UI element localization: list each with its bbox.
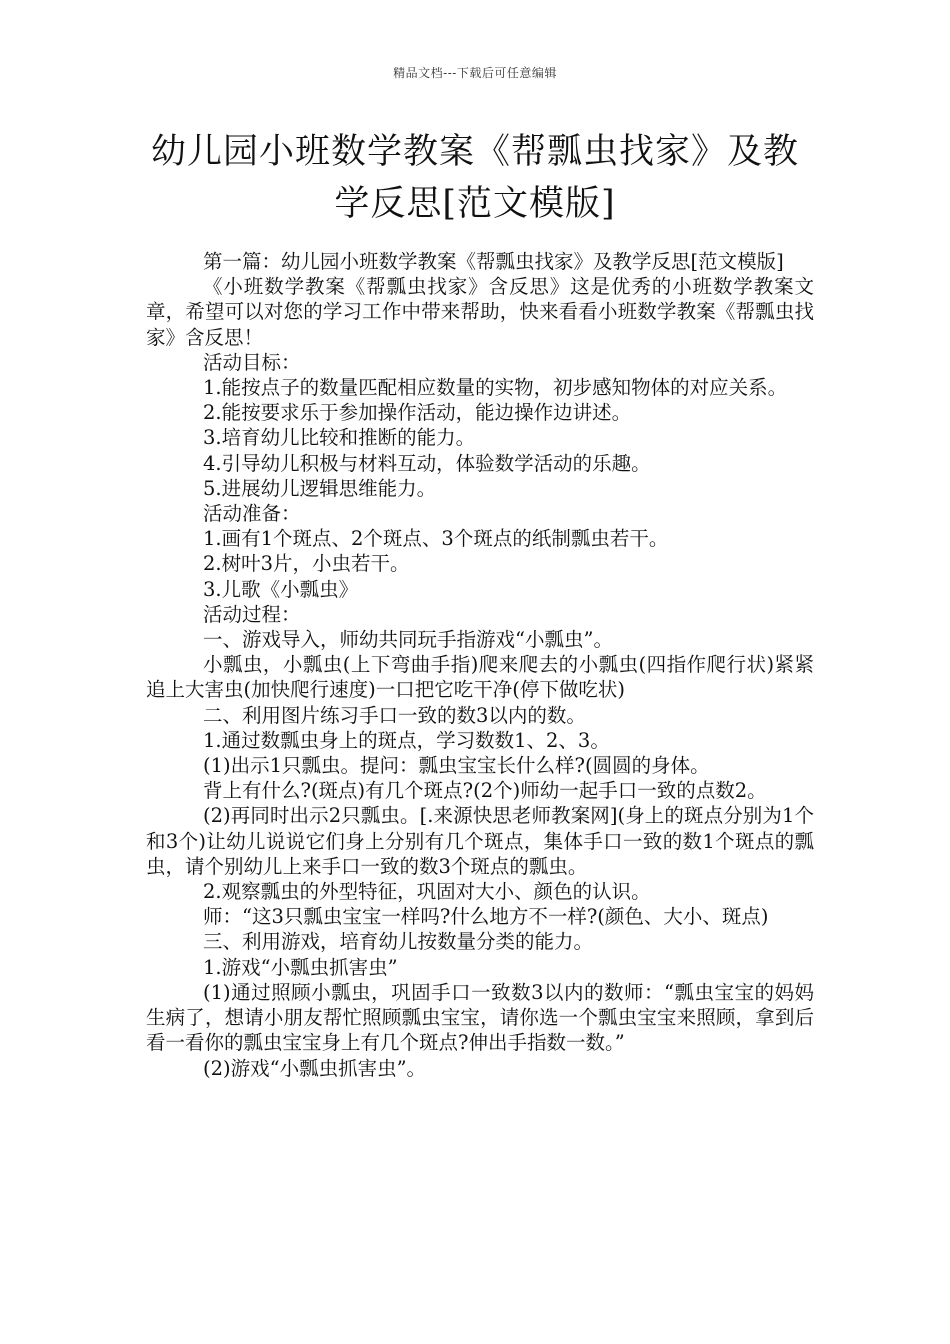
list-item: 3.儿歌《小瓢虫》 (203, 577, 359, 601)
paragraph: 师：“这3只瓢虫宝宝一样吗?什么地方不一样?(颜色、大小、斑点) (203, 905, 769, 929)
list-item: 4.引导幼儿积极与材料互动，体验数学活动的乐趣。 (203, 451, 651, 475)
list-item: 2.能按要求乐于参加操作活动，能边操作边讲述。 (203, 401, 632, 425)
document-title: 幼儿园小班数学教案《帮瓢虫找家》及教学反思[范文模版] (150, 132, 799, 224)
paragraph: 《小班数学教案《帮瓢虫找家》含反思》这是优秀的小班数学教案文章，希望可以对您的学习工作中带来帮助，快来看看小班数学教案《帮瓢虫找家》含反思！ (146, 275, 814, 349)
paragraph: 二、利用图片练习手口一致的数3以内的数。 (203, 703, 586, 727)
list-item: 3.培育幼儿比较和推断的能力。 (203, 426, 476, 450)
paragraph: (2)游戏“小瓢虫抓害虫”。 (203, 1056, 427, 1080)
paragraph: (1)出示1只瓢虫。提问：瓢虫宝宝长什么样?(圆圆的身体。 (203, 754, 710, 778)
paragraph: 1.通过数瓢虫身上的斑点，学习数数1、2、3。 (203, 728, 610, 752)
paragraph: 三、利用游戏，培育幼儿按数量分类的能力。 (203, 930, 594, 954)
document-body (146, 249, 814, 1081)
page-header: 精品文档---下载后可任意编辑 (393, 66, 557, 80)
section-heading: 活动准备： (203, 502, 301, 526)
list-item: 2.树叶3片，小虫若干。 (203, 552, 410, 576)
list-item: 5.进展幼儿逻辑思维能力。 (203, 476, 437, 500)
section-heading: 活动过程： (203, 602, 301, 626)
paragraph: (1)通过照顾小瓢虫，巩固手口一致数3以内的数师：“瓢虫宝宝的妈妈生病了，想请小朋友帮忙照顾瓢虫宝宝，请你选一个瓢虫宝宝来照顾，拿到后看一看你的瓢虫宝宝身上有几个斑点?伸出手指数一数。” (146, 980, 814, 1055)
paragraph: 背上有什么?(斑点)有几个斑点?(2个)师幼一起手口一致的点数2。 (203, 779, 767, 803)
list-item: 1.能按点子的数量匹配相应数量的实物，初步感知物体的对应关系。 (203, 376, 788, 400)
paragraph: 一、游戏导入，师幼共同玩手指游戏“小瓢虫”。 (203, 628, 613, 652)
section-heading: 活动目标： (203, 350, 301, 374)
paragraph: 2.观察瓢虫的外型特征，巩固对大小、颜色的认识。 (203, 880, 651, 904)
paragraph: 第一篇：幼儿园小班数学教案《帮瓢虫找家》及教学反思[范文模版] (203, 250, 784, 273)
paragraph: 1.游戏“小瓢虫抓害虫” (203, 955, 398, 979)
paragraph: (2)再同时出示2只瓢虫。[.来源快思老师教案网](身上的斑点分别为1个和3个)让幼儿说说它们身上分别有几个斑点，集体手口一致的数1个斑点的瓢虫，请个别幼儿上来手口一致的数3个斑点的瓢虫。 (146, 804, 814, 878)
paragraph: 小瓢虫，小瓢虫(上下弯曲手指)爬来爬去的小瓢虫(四指作爬行状)紧紧追上大害虫(加快爬行速度)一口把它吃干净(停下做吃状) (146, 653, 814, 702)
list-item: 1.画有1个斑点、2个斑点、3个斑点的纸制瓢虫若干。 (203, 527, 669, 551)
